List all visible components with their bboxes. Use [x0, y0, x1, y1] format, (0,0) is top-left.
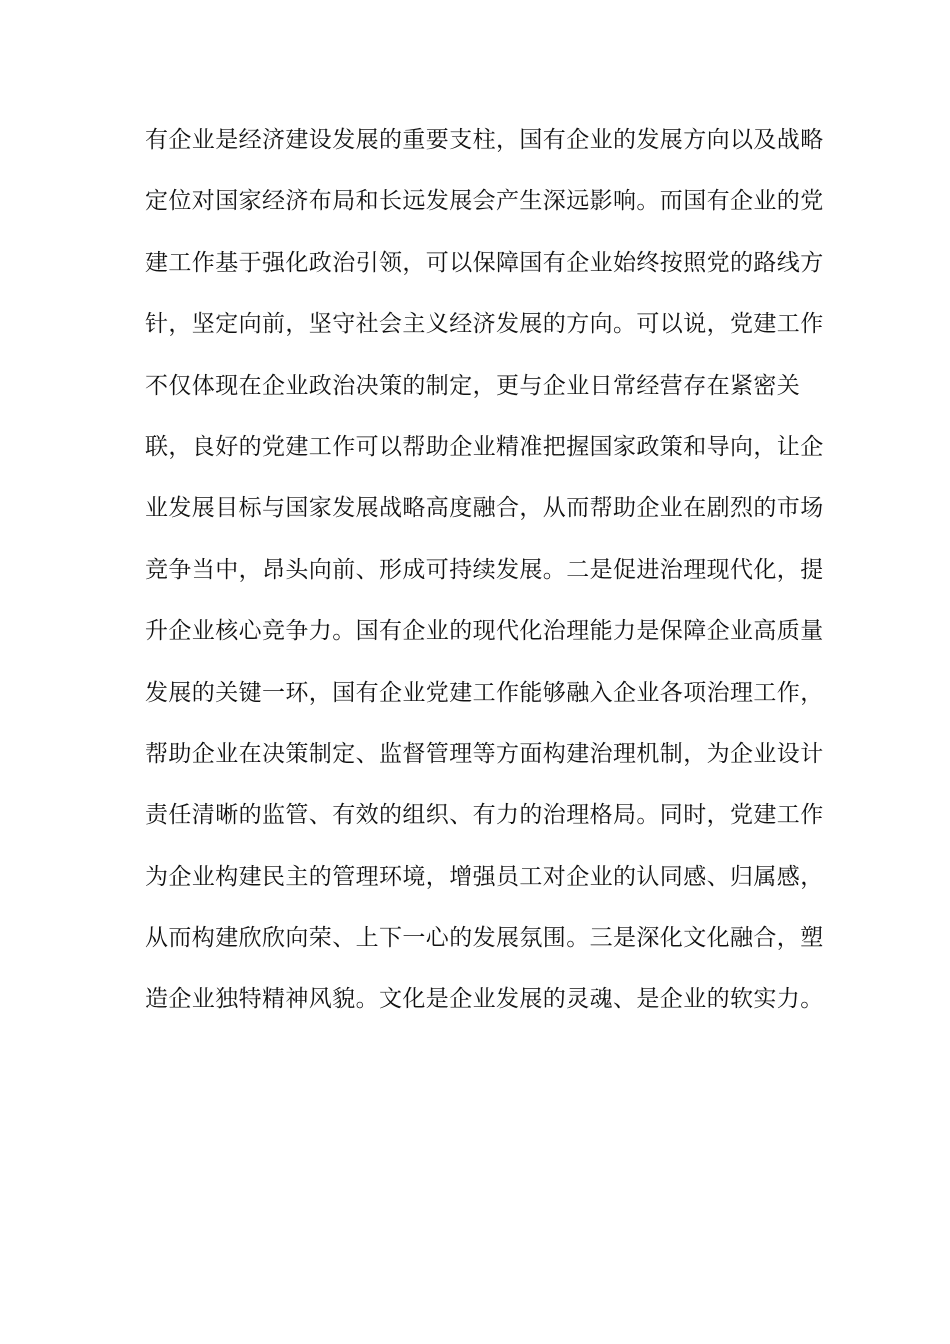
text-line: 为企业构建民主的管理环境，增强员工对企业的认同感、归属感， [145, 863, 824, 890]
body-paragraph [145, 118, 824, 1039]
text-line: 帮助企业在决策制定、监督管理等方面构建治理机制，为企业设计 [145, 740, 824, 767]
text-line: 不仅体现在企业政治决策的制定，更与企业日常经营存在紧密关 [145, 372, 801, 399]
text-line: 业发展目标与国家发展战略高度融合，从而帮助企业在剧烈的市场 [145, 495, 824, 522]
text-line: 建工作基于强化政治引领，可以保障国有企业始终按照党的路线方 [145, 249, 824, 276]
text-line: 发展的关键一环，国有企业党建工作能够融入企业各项治理工作， [145, 679, 824, 706]
text-line: 造企业独特精神风貌。文化是企业发展的灵魂、是企业的软实力。 [145, 986, 824, 1013]
text-line: 升企业核心竞争力。国有企业的现代化治理能力是保障企业高质量 [145, 618, 824, 645]
text-line: 联，良好的党建工作可以帮助企业精准把握国家政策和导向，让企 [145, 433, 824, 460]
text-line: 从而构建欣欣向荣、上下一心的发展氛围。三是深化文化融合，塑 [145, 925, 824, 952]
text-line: 有企业是经济建设发展的重要支柱，国有企业的发展方向以及战略 [145, 127, 824, 153]
text-line: 针，坚定向前，坚守社会主义经济发展的方向。可以说，党建工作 [145, 311, 824, 338]
text-line: 定位对国家经济布局和长远发展会产生深远影响。而国有企业的党 [145, 188, 824, 215]
text-line: 竞争当中，昂头向前、形成可持续发展。二是促进治理现代化，提 [145, 556, 824, 583]
text-line: 责任清晰的监管、有效的组织、有力的治理格局。同时，党建工作 [145, 802, 824, 829]
